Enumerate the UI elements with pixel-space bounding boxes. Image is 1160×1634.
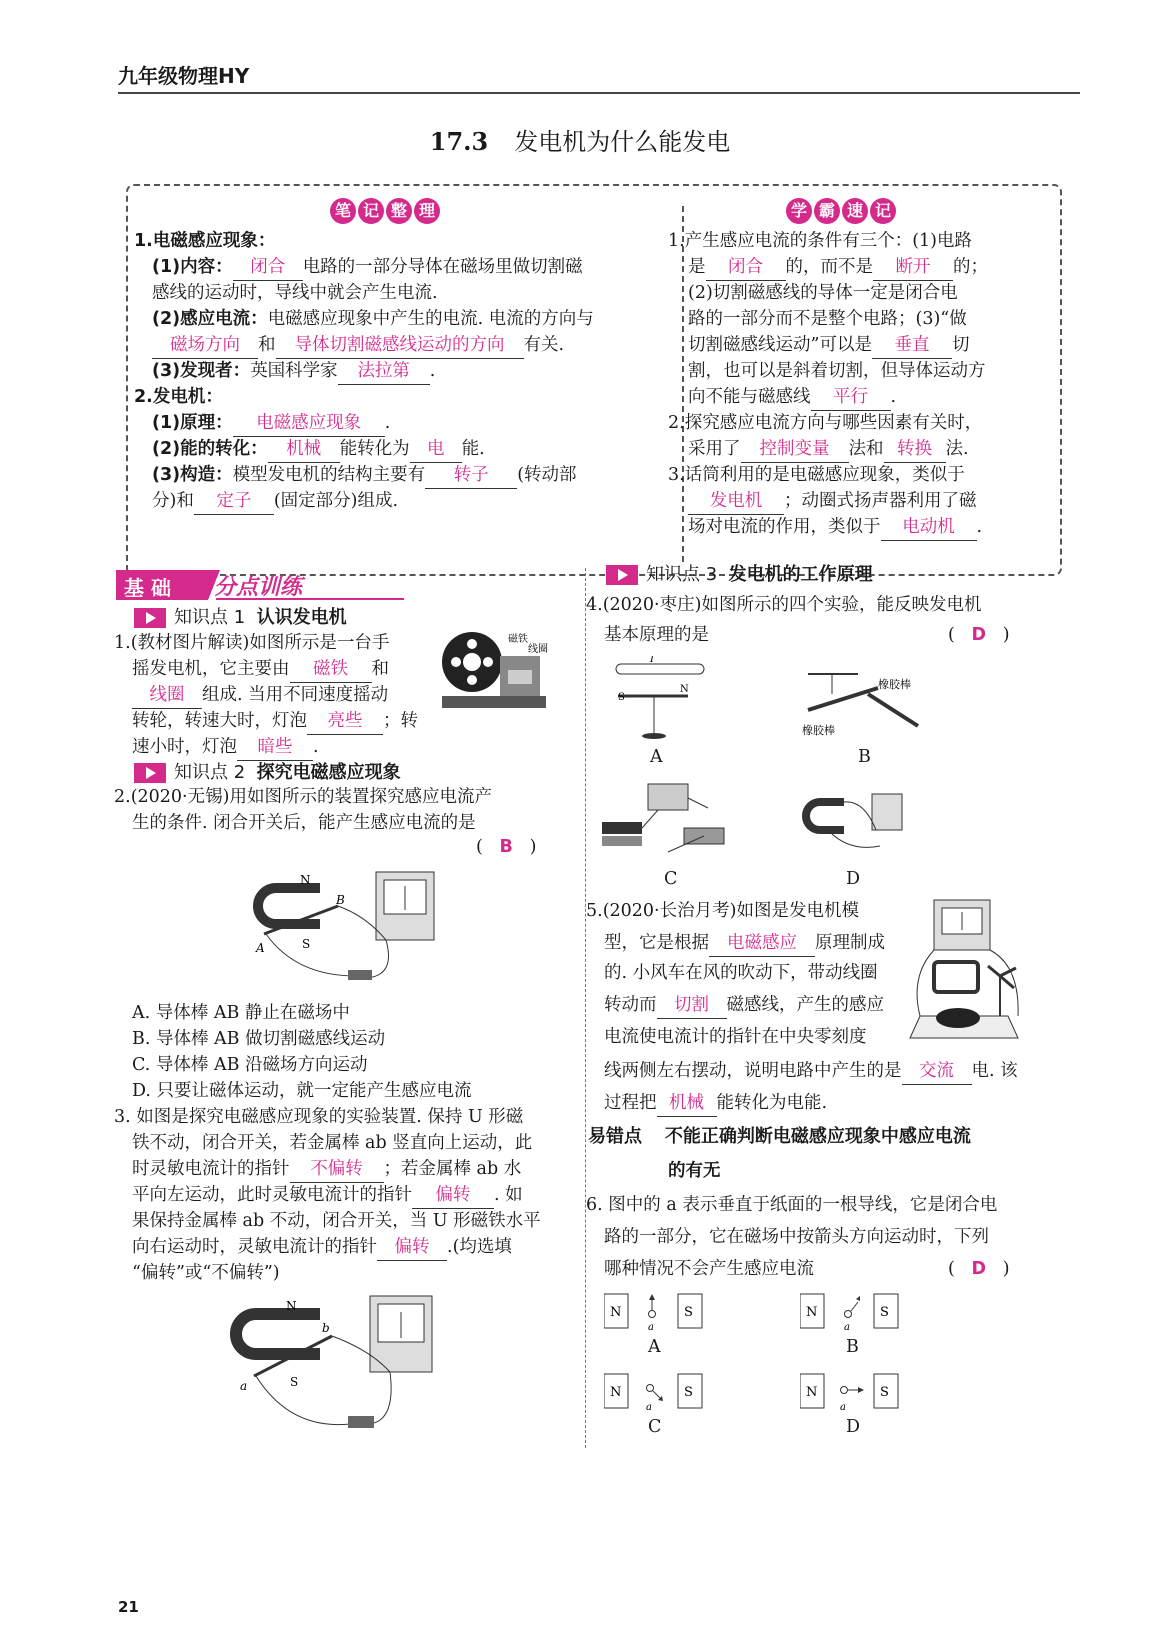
fig-label: S bbox=[684, 1305, 693, 1320]
badge-char: 记 bbox=[870, 198, 896, 224]
notes-line: 磁场方向 和 导体切割磁感线运动的方向 有关. bbox=[152, 332, 564, 359]
fig-label: 线圈 bbox=[528, 644, 548, 655]
column-divider bbox=[585, 568, 586, 1448]
answer-blank: 闭合 bbox=[233, 254, 303, 281]
notes-line: (1)原理： 电磁感应现象 . bbox=[152, 410, 390, 437]
fig-label: a bbox=[240, 1379, 248, 1393]
answer-blank: 亮些 bbox=[307, 708, 383, 735]
hand-generator-figure bbox=[438, 626, 550, 716]
q6-figure-a bbox=[604, 1290, 704, 1334]
q3-line: 平向左运动，此时灵敏电流计的指针 偏转 . 如 bbox=[132, 1182, 523, 1209]
q4-answer: ( D ) bbox=[948, 625, 1010, 645]
answer-blank: 机械 bbox=[268, 436, 340, 463]
q3-line: “偏转”或“不偏转”) bbox=[132, 1263, 280, 1283]
answer-blank: 偏转 bbox=[377, 1234, 447, 1261]
fig-label: N bbox=[610, 1305, 622, 1320]
q6-label-b: B bbox=[846, 1337, 859, 1357]
notes-line: 是 闭合 的，而不是 断开 的； bbox=[688, 254, 988, 281]
answer-blank: 电动机 bbox=[881, 514, 977, 541]
q5-line: 的. 小风车在风的吹动下，带动线圈 bbox=[604, 963, 878, 983]
answer-blank: 转换 bbox=[884, 436, 946, 463]
answer-blank: 电磁感应 bbox=[709, 930, 815, 957]
err-heading: 易错点 不能正确判断电磁感应现象中感应电流 bbox=[588, 1126, 971, 1147]
notes-line: (2)能的转化： 机械 能转化为 电 能. bbox=[152, 436, 485, 463]
fig-label: a bbox=[648, 1322, 654, 1333]
play-icon bbox=[606, 565, 638, 585]
fig-label: S bbox=[880, 1305, 889, 1320]
q2-figure bbox=[236, 866, 446, 996]
notes-line: 2.探究感应电流方向与哪些因素有关时， bbox=[668, 413, 983, 433]
book-title: 九年级物理HY bbox=[118, 64, 250, 88]
q6-line: 路的一部分，它在磁场中按箭头方向运动时，下列 bbox=[604, 1227, 989, 1247]
answer-blank: 偏转 bbox=[412, 1182, 494, 1209]
q6-label-a: A bbox=[648, 1337, 661, 1357]
notes-line: 场对电流的作用，类似于 电动机 . bbox=[688, 514, 982, 541]
notes-line: (2)感应电流：电磁感应现象中产生的电流. 电流的方向与 bbox=[152, 309, 594, 329]
badge-char: 记 bbox=[358, 198, 384, 224]
q6-figure-b bbox=[800, 1290, 900, 1334]
notes-line: 发电机 ；动圈式扬声器利用了磁 bbox=[688, 488, 977, 515]
notes-line: 1.产生感应电流的条件有三个：(1)电路 bbox=[668, 231, 972, 251]
answer-blank: 切割 bbox=[657, 992, 727, 1019]
q4-figure-d bbox=[800, 790, 910, 860]
q4-figure-a bbox=[598, 656, 718, 746]
q2-option-b: B. 导体棒 AB 做切割磁感线运动 bbox=[132, 1029, 386, 1049]
q3-line: 3. 如图是探究电磁感应现象的实验装置. 保持 U 形磁 bbox=[114, 1107, 524, 1127]
answer-blank: 法拉第 bbox=[338, 358, 430, 385]
fig-label: 磁铁 bbox=[508, 634, 528, 645]
q6-answer: ( D ) bbox=[948, 1259, 1010, 1279]
q2-line: 2.(2020·无锡)用如图所示的装置探究感应电流产 bbox=[114, 787, 492, 807]
notes-line: 分)和 定子 (固定部分)组成. bbox=[152, 488, 398, 515]
notes-heading-1: 1.电磁感应现象： bbox=[134, 231, 276, 251]
badge-char: 霸 bbox=[814, 198, 840, 224]
q2-line: 生的条件. 闭合开关后，能产生感应电流的是 bbox=[132, 813, 476, 833]
q3-line: 铁不动，闭合开关，若金属棒 ab 竖直向上运动，此 bbox=[132, 1133, 533, 1153]
answer-blank: 交流 bbox=[902, 1058, 972, 1085]
q1-line: 摇发电机，它主要由 磁铁 和 bbox=[132, 656, 389, 683]
q4-figure-b bbox=[798, 664, 948, 744]
fig-label: S bbox=[302, 937, 311, 951]
answer-blank: 机械 bbox=[657, 1090, 717, 1117]
q3-line: 果保持金属棒 ab 不动，闭合开关，当 U 形磁铁水平 bbox=[132, 1211, 541, 1231]
page-number: 21 bbox=[118, 1598, 139, 1616]
answer-blank: 电磁感应现象 bbox=[233, 410, 385, 437]
fig-label: b bbox=[322, 1321, 330, 1335]
q2-option-d: D. 只要让磁体运动，就一定能产生感应电流 bbox=[132, 1081, 472, 1101]
notes-line: 感线的运动时，导线中就会产生电流. bbox=[152, 283, 438, 303]
q4-label-d: D bbox=[846, 869, 861, 889]
notes-line: 割，也可以是斜着切割，但导体运动方 bbox=[688, 361, 986, 381]
answer-blank: 导体切割磁感线运动的方向 bbox=[276, 332, 524, 359]
q2-option-a: A. 导体棒 AB 静止在磁场中 bbox=[132, 1003, 350, 1023]
answer-blank: 控制变量 bbox=[741, 436, 849, 463]
q5-line: 线两侧左右摆动，说明电路中产生的是 交流 电. 该 bbox=[604, 1058, 1018, 1085]
q1-line: 线圈 组成. 当用不同速度摇动 bbox=[132, 682, 388, 709]
section-title-text: 发电机为什么能发电 bbox=[514, 128, 731, 156]
q4-figure-c bbox=[598, 778, 738, 864]
notes-line: 向不能与磁感线 平行 . bbox=[688, 384, 896, 411]
q6-label-c: C bbox=[648, 1417, 662, 1437]
header-rule bbox=[118, 92, 1080, 94]
q3-line: 向右运动时，灵敏电流计的指针 偏转 .(均选填 bbox=[132, 1234, 512, 1261]
q3-line: 时灵敏电流计的指针 不偏转 ；若金属棒 ab 水 bbox=[132, 1156, 521, 1183]
q5-line: 型，它是根据 电磁感应 原理制成 bbox=[604, 930, 885, 957]
answer-blank: 垂直 bbox=[872, 332, 952, 359]
notes-badge-right bbox=[786, 198, 896, 224]
q2-answer: ( B ) bbox=[476, 837, 537, 857]
notes-line: (2)切割磁感线的导体一定是闭合电 bbox=[688, 283, 958, 303]
q1-line: 转轮，转速大时，灯泡 亮些 ；转 bbox=[132, 708, 418, 735]
play-icon bbox=[134, 608, 166, 628]
fig-label: S bbox=[684, 1385, 693, 1400]
fig-label: S bbox=[290, 1375, 299, 1389]
q6-figure-d bbox=[800, 1370, 900, 1414]
err-heading-cont: 的有无 bbox=[668, 1161, 721, 1181]
q5-line: 过程把 机械 能转化为电能. bbox=[604, 1090, 827, 1117]
kp3-heading: 知识点 3 发电机的工作原理 bbox=[606, 560, 873, 586]
fig-label: a bbox=[844, 1322, 850, 1333]
fig-label: B bbox=[336, 893, 345, 907]
answer-blank: 闭合 bbox=[706, 254, 786, 281]
answer-blank: 不偏转 bbox=[290, 1156, 384, 1183]
q2-option-c: C. 导体棒 AB 沿磁场方向运动 bbox=[132, 1055, 368, 1075]
section-tag: 基 础 bbox=[124, 576, 171, 600]
answer-blank: 线圈 bbox=[132, 682, 202, 709]
q1-line: 1.(教材图片解读)如图所示是一台手 bbox=[114, 633, 390, 653]
notes-badge-left bbox=[330, 198, 440, 224]
fig-label: a bbox=[840, 1402, 846, 1413]
q5-line: 5.(2020·长治月考)如图是发电机模 bbox=[586, 901, 859, 921]
fig-label: N bbox=[286, 1299, 297, 1313]
fig-label: N bbox=[300, 873, 311, 887]
notes-line: (1)内容： 闭合 电路的一部分导体在磁场里做切割磁 bbox=[152, 254, 583, 281]
notes-divider bbox=[682, 206, 684, 562]
notes-line: 3.话筒利用的是电磁感应现象，类似于 bbox=[668, 465, 965, 485]
q5-figure bbox=[904, 896, 1024, 1046]
fig-label: 橡胶棒 bbox=[802, 724, 835, 737]
q4-label-c: C bbox=[664, 869, 678, 889]
q5-line: 电流使电流计的指针在中央零刻度 bbox=[604, 1027, 867, 1047]
badge-char: 整 bbox=[386, 198, 412, 224]
kp1-heading: 知识点 1 认识发电机 bbox=[134, 603, 347, 629]
fig-label: I bbox=[650, 656, 654, 665]
q4-line: 4.(2020·枣庄)如图所示的四个实验，能反映发电机 bbox=[586, 595, 982, 615]
section-number: 17.3 bbox=[429, 127, 489, 156]
q6-label-d: D bbox=[846, 1417, 861, 1437]
answer-blank: 暗些 bbox=[237, 734, 313, 761]
fig-label: S bbox=[880, 1385, 889, 1400]
answer-blank: 定子 bbox=[194, 488, 274, 515]
answer-blank: 发电机 bbox=[688, 488, 784, 515]
answer-blank: 转子 bbox=[425, 462, 517, 489]
q1-line: 速小时，灯泡 暗些 . bbox=[132, 734, 319, 761]
fig-label: N bbox=[806, 1305, 818, 1320]
notes-line: 切割磁感线运动”可以是 垂直 切 bbox=[688, 332, 969, 359]
q6-figure-c bbox=[604, 1370, 704, 1414]
fig-label: a bbox=[646, 1402, 652, 1413]
answer-blank: 平行 bbox=[811, 384, 891, 411]
notes-line: 路的一部分而不是整个电路；(3)“做 bbox=[688, 309, 967, 329]
badge-char: 笔 bbox=[330, 198, 356, 224]
fig-label: 橡胶棒 bbox=[878, 678, 911, 691]
answer-blank: 磁铁 bbox=[290, 656, 372, 683]
q4-label-b: B bbox=[858, 747, 871, 767]
q5-line: 转动而 切割 磁感线，产生的感应 bbox=[604, 992, 884, 1019]
notes-line: 采用了 控制变量 法和 转换 法. bbox=[688, 436, 969, 463]
answer-blank: 磁场方向 bbox=[152, 332, 258, 359]
badge-char: 理 bbox=[414, 198, 440, 224]
section-label: 分点训练 bbox=[214, 575, 303, 600]
q6-line: 哪种情况不会产生感应电流 bbox=[604, 1259, 814, 1279]
fig-label: N bbox=[806, 1385, 818, 1400]
section-title bbox=[0, 122, 1160, 157]
notes-line: (3)发现者：英国科学家 法拉第 . bbox=[152, 358, 435, 385]
notes-line: (3)构造：模型发电机的结构主要有 转子 (转动部 bbox=[152, 462, 577, 489]
fig-label: A bbox=[256, 941, 265, 955]
q6-line: 6. 图中的 a 表示垂直于纸面的一根导线，它是闭合电 bbox=[586, 1195, 998, 1215]
fig-label: S bbox=[618, 692, 625, 703]
q4-label-a: A bbox=[650, 747, 663, 767]
answer-blank: 断开 bbox=[873, 254, 953, 281]
kp2-heading: 知识点 2 探究电磁感应现象 bbox=[134, 758, 401, 784]
q3-figure bbox=[220, 1290, 440, 1440]
answer-blank: 电 bbox=[410, 436, 462, 463]
play-icon bbox=[134, 763, 166, 783]
notes-heading-2: 2.发电机： bbox=[134, 387, 223, 407]
q4-line: 基本原理的是 bbox=[604, 625, 709, 645]
badge-char: 速 bbox=[842, 198, 868, 224]
fig-label: N bbox=[610, 1385, 622, 1400]
fig-label: N bbox=[680, 684, 689, 695]
badge-char: 学 bbox=[786, 198, 812, 224]
